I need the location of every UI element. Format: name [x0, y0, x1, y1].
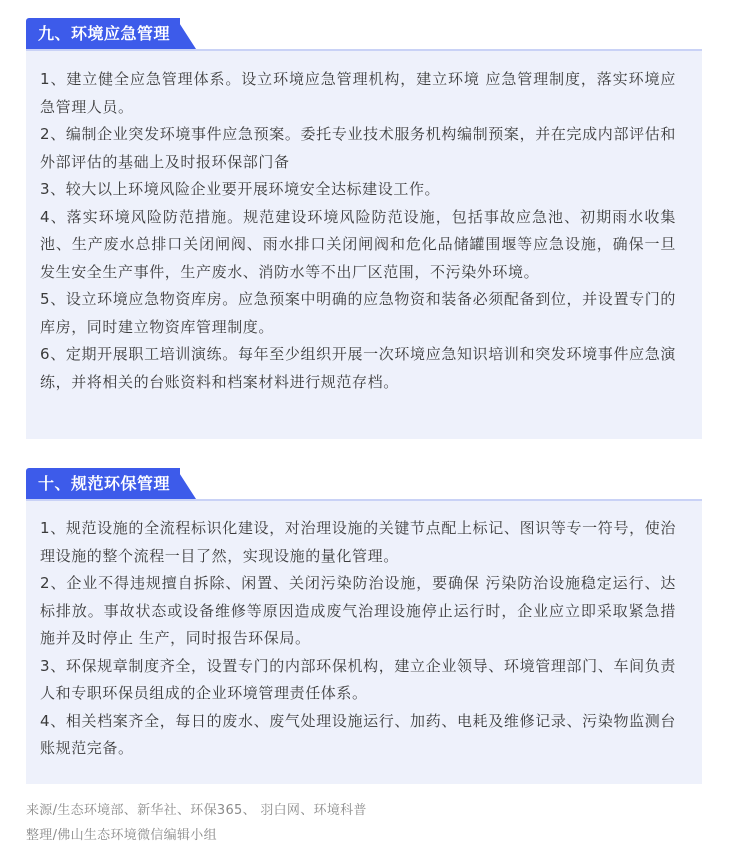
tab-slant-edge [176, 468, 196, 499]
section-header-tab [26, 18, 196, 49]
list-item: 2、编制企业突发环境事件应急预案。委托专业技术服务机构编制预案，并在完成内部评估和外部评估的基础上及时报环保部门备 [40, 125, 676, 171]
list-item: 1、建立健全应急管理体系。设立环境应急管理机构，建立环境 应急管理制度，落实环境应急管理人员。 [40, 70, 676, 116]
list-item: 3、环保规章制度齐全，设置专门的内部环保机构，建立企业领导、环境管理部门、车间负责人和专职环保员组成的企业环境管理责任体系。 [40, 656, 676, 702]
article-footer [26, 798, 706, 848]
tab-slant-edge [176, 18, 196, 49]
editor-credit: 整理/佛山生态环境微信编辑小组 [26, 828, 217, 843]
section-title: 九、环境应急管理 [38, 24, 171, 43]
list-item: 3、较大以上环境风险企业要开展环境安全达标建设工作。 [40, 180, 441, 198]
list-item: 2、企业不得违规擅自拆除、闲置、关闭污染防治设施，要确保 污染防治设施稳定运行、达标排放。事故状态或设备维修等原因造成废气治理设施停止运行时，企业应立即采取紧急措施并及时停止 生产，同时报告环保局。 [40, 574, 676, 647]
list-item: 6、定期开展职工培训演练。每年至少组织开展一次环境应急知识培训和突发环境事件应急演练，并将相关的台账资料和档案材料进行规范存档。 [40, 345, 676, 391]
section-content-panel [26, 499, 702, 784]
section-environmental-emergency [26, 18, 702, 439]
section-header-tab [26, 468, 196, 499]
section-content-panel [26, 49, 702, 439]
list-item: 1、规范设施的全流程标识化建设，对治理设施的关键节点配上标记、图识等专一符号，使治理设施的整个流程一目了然，实现设施的量化管理。 [40, 519, 676, 565]
list-item: 4、落实环境风险防范措施。规范建设环境风险防范设施，包括事故应急池、初期雨水收集池、生产废水总排口关闭闸阀、雨水排口关闭闸阀和危化品储罐围堰等应急设施，确保一旦发生安全生产事件，生产废水、消防水等不出厂区范围，不污染外环境。 [40, 207, 676, 281]
section-standardized-management [26, 468, 702, 784]
list-item: 4、相关档案齐全，每日的废水、废气处理设施运行、加药、电耗及维修记录、污染物监测台账规范完备。 [40, 711, 676, 757]
section-title: 十、规范环保管理 [38, 474, 171, 493]
list-item: 5、设立环境应急物资库房。应急预案中明确的应急物资和装备必须配备到位，并设置专门的库房，同时建立物资库管理制度。 [40, 290, 676, 336]
source-credit: 来源/生态环境部、新华社、环保365、 羽白网、环境科普 [26, 803, 367, 818]
